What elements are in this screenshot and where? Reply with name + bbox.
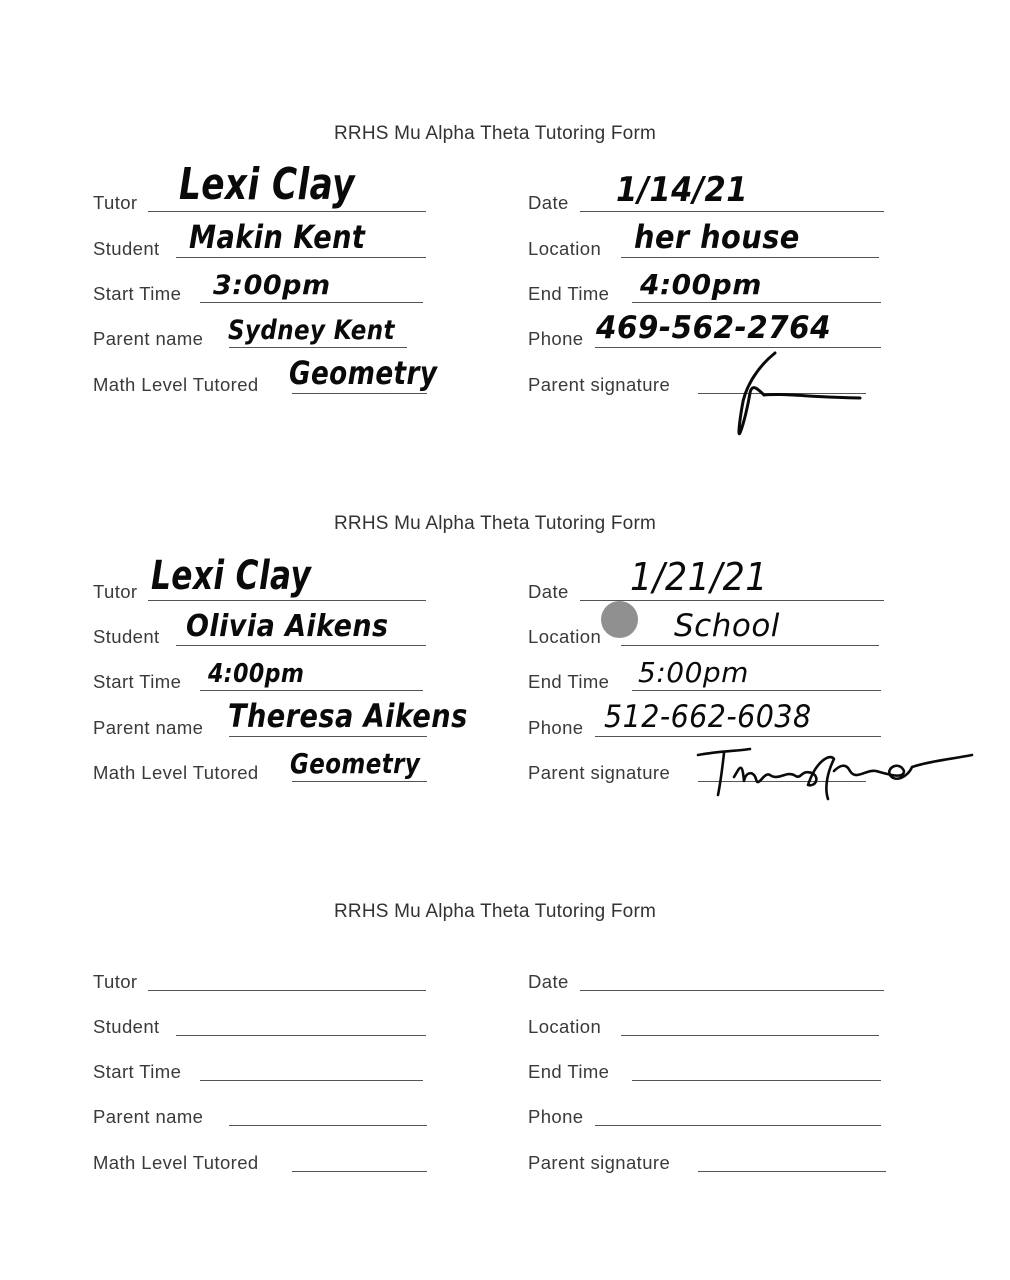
date-field[interactable] xyxy=(528,555,888,605)
tutor-field[interactable] xyxy=(93,965,433,995)
location-field[interactable] xyxy=(528,218,888,262)
touch-indicator xyxy=(601,601,638,638)
tutoring-form-3 xyxy=(0,777,1010,1173)
phone-label: Phone xyxy=(528,328,584,349)
math-level-value: Geometry xyxy=(290,747,421,780)
start-time-field[interactable] xyxy=(93,659,433,695)
end-time-label: End Time xyxy=(528,283,610,304)
location-field[interactable] xyxy=(528,608,888,650)
form-title: RRHS Mu Alpha Theta Tutoring Form xyxy=(334,901,656,922)
student-field[interactable] xyxy=(93,1010,433,1040)
student-field[interactable] xyxy=(93,218,433,262)
date-label: Date xyxy=(528,581,569,602)
parent-name-field[interactable] xyxy=(93,1100,433,1130)
end-time-label: End Time xyxy=(528,1061,610,1082)
form-title: RRHS Mu Alpha Theta Tutoring Form xyxy=(334,513,656,534)
end-time-field[interactable] xyxy=(528,268,888,307)
form-title: RRHS Mu Alpha Theta Tutoring Form xyxy=(334,123,656,144)
parent-signature-field[interactable] xyxy=(528,1146,888,1176)
tutor-value: Lexi Clay xyxy=(151,553,312,599)
phone-field[interactable] xyxy=(528,310,888,352)
start-time-field[interactable] xyxy=(93,270,433,307)
tutor-field[interactable] xyxy=(93,159,433,216)
parent-name-label: Parent name xyxy=(93,328,204,349)
math-level-label: Math Level Tutored xyxy=(93,374,259,395)
phone-field[interactable] xyxy=(528,1100,888,1130)
end-time-field[interactable] xyxy=(528,1055,888,1085)
start-time-value: 4:00pm xyxy=(208,659,305,689)
date-label: Date xyxy=(528,192,569,213)
parent-name-field[interactable] xyxy=(93,315,433,352)
tutoring-form-1 xyxy=(0,0,1010,395)
student-value: Makin Kent xyxy=(189,218,366,256)
end-time-value: 5:00pm xyxy=(638,656,749,689)
tutoring-form-2 xyxy=(0,389,1010,783)
location-label: Location xyxy=(528,1016,602,1037)
date-label: Date xyxy=(528,971,569,992)
student-label: Student xyxy=(93,238,160,259)
phone-field[interactable] xyxy=(528,699,888,741)
math-level-label: Math Level Tutored xyxy=(93,762,259,783)
phone-label: Phone xyxy=(528,1106,584,1127)
date-field[interactable] xyxy=(528,170,888,216)
student-field[interactable] xyxy=(93,609,433,650)
parent-name-label: Parent name xyxy=(93,1106,204,1127)
start-time-label: Start Time xyxy=(93,1061,182,1082)
tutor-field[interactable] xyxy=(93,553,433,605)
tutor-label: Tutor xyxy=(93,971,138,992)
start-time-label: Start Time xyxy=(93,283,182,304)
tutor-value: Lexi Clay xyxy=(179,159,355,210)
tutor-label: Tutor xyxy=(93,192,138,213)
location-value: her house xyxy=(634,218,800,256)
location-label: Location xyxy=(528,238,602,259)
student-value: Olivia Aikens xyxy=(186,609,389,644)
date-field[interactable] xyxy=(528,965,888,995)
phone-value: 469-562-2764 xyxy=(596,310,832,346)
end-time-field[interactable] xyxy=(528,656,888,695)
parent-name-value: Sydney Kent xyxy=(228,315,395,346)
math-level-field[interactable] xyxy=(93,1146,433,1176)
parent-signature-label: Parent signature xyxy=(528,762,671,783)
parent-name-field[interactable] xyxy=(93,697,468,741)
parent-name-value: Theresa Aikens xyxy=(228,697,468,735)
phone-label: Phone xyxy=(528,717,584,738)
tutor-label: Tutor xyxy=(93,581,138,602)
student-label: Student xyxy=(93,626,160,647)
parent-name-label: Parent name xyxy=(93,717,204,738)
date-value: 1/14/21 xyxy=(616,170,748,210)
start-time-field[interactable] xyxy=(93,1055,433,1085)
parent-signature-label: Parent signature xyxy=(528,374,671,395)
start-time-value: 3:00pm xyxy=(213,270,331,301)
student-label: Student xyxy=(93,1016,160,1037)
location-label: Location xyxy=(528,626,602,647)
location-value: School xyxy=(674,608,780,644)
end-time-label: End Time xyxy=(528,671,610,692)
phone-value: 512-662-6038 xyxy=(604,699,812,735)
end-time-value: 4:00pm xyxy=(640,268,762,301)
start-time-label: Start Time xyxy=(93,671,182,692)
date-value: 1/21/21 xyxy=(630,555,768,599)
location-field[interactable] xyxy=(528,1010,888,1040)
parent-signature-label: Parent signature xyxy=(528,1152,671,1173)
math-level-label: Math Level Tutored xyxy=(93,1152,259,1173)
math-level-value: Geometry xyxy=(289,354,438,392)
